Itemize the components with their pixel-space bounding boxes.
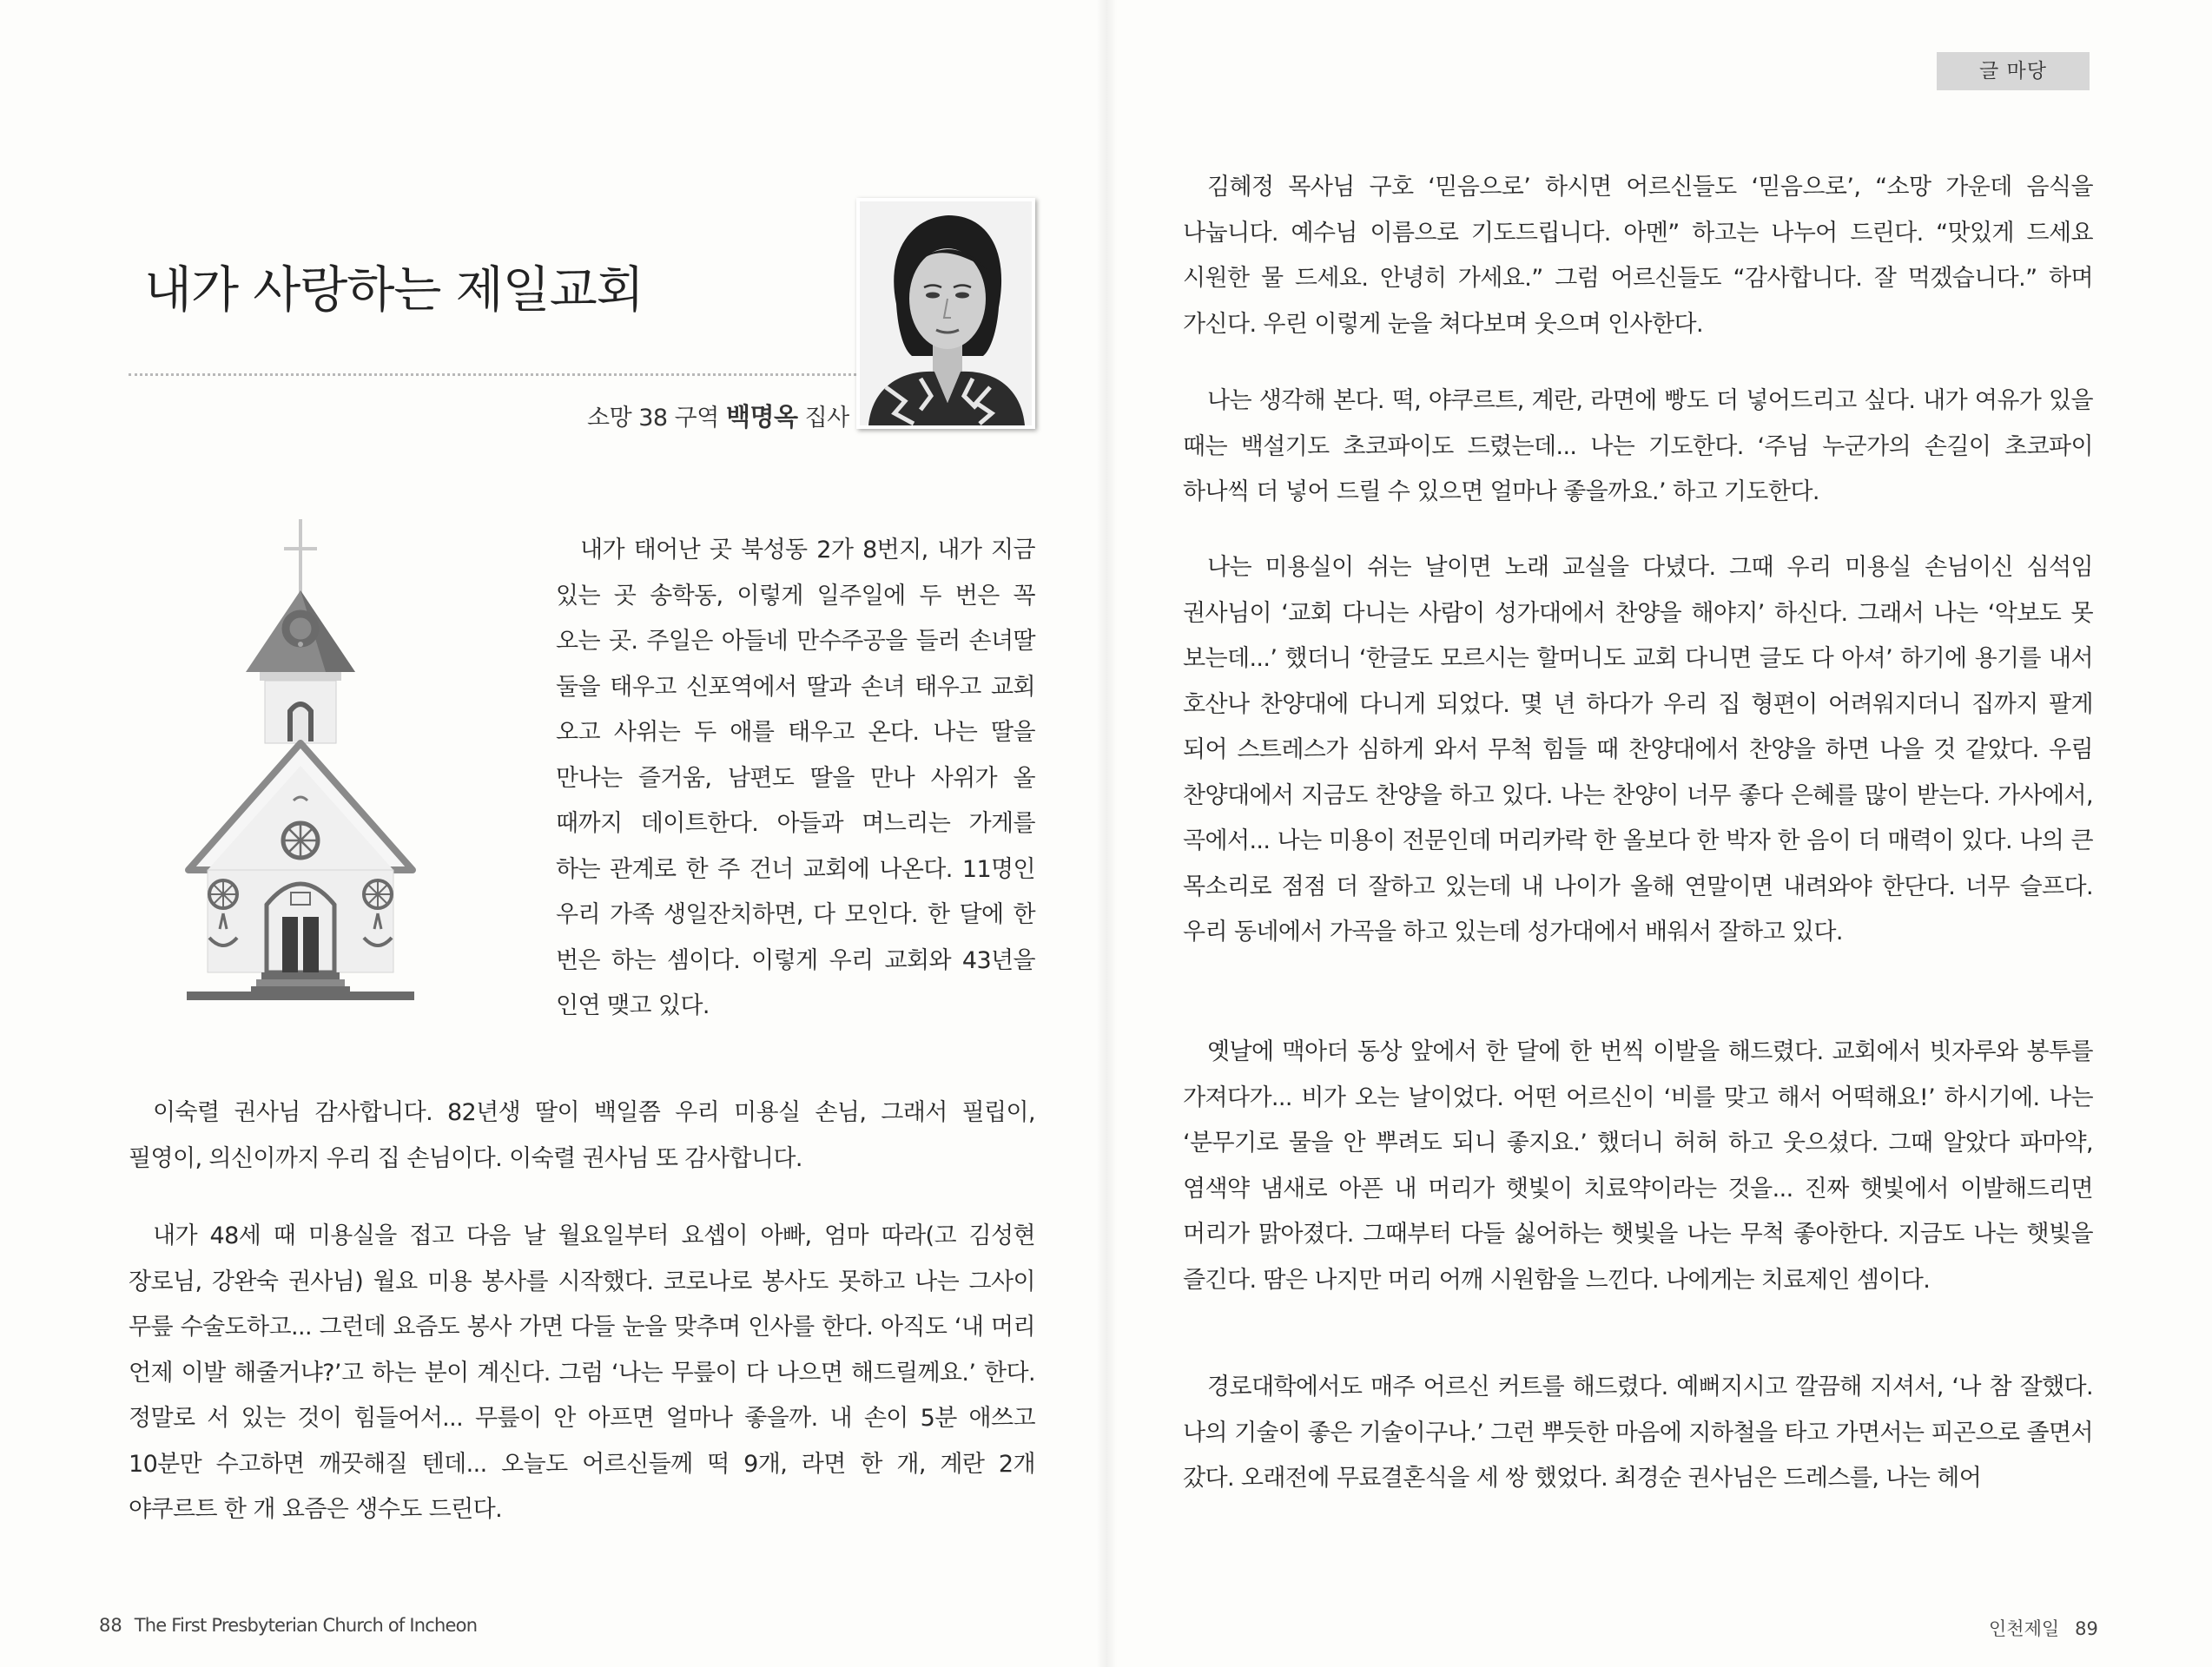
author-byline (587, 398, 849, 433)
paragraph-choir: 나는 미용실이 쉬는 날이면 노래 교실을 다녔다. 그때 우리 미용실 손님이신 심석임 권사님이 ‘교회 다니는 사람이 성가대에서 찬양을 해야지’ 하신다. 그래서 나는 ‘악보도 못 보는데...’ 했더니 ‘한글도 모르시는 할머니도 교회 다니면 글도 다 아셔’ 하기에 용기를 내서 호산나 찬양대에 다니게 되었다. 몇 년 하다가 우리 집 형편이 어려워지더니 집까지 팔게 되어 스트레스가 심하게 와서 무척 힘들 때 찬양대에서 찬양을 하면 나을 것 같았다. 우림 찬양대에서 지금도 찬양을 하고 있다. 나는 찬양이 너무 좋다 은혜를 많이 받는다. 가사에서, 곡에서... 나는 미용이 전문인데 머리카락 한 올보다 한 박자 한 음이 더 매력이 있다. 나의 큰 목소리로 점점 더 잘하고 있는데 내 나이가 올해 연말이면 내려와야 한단다. 너무 슬프다. 우리 동네에서 가곡을 하고 있는데 성가대에서 배워서 잘하고 있다. (1183, 554, 2093, 946)
section-tag: 글 마당 (1937, 52, 2090, 90)
paragraph-macarthur: 옛날에 맥아더 동상 앞에서 한 달에 한 번씩 이발을 해드렸다. 교회에서 빗자루와 봉투를 가져다가... 비가 오는 날이었다. 어떤 어르신이 ‘비를 맞고 해서 어떡해요!’ 하시기에. 나는 ‘분무기로 물을 안 뿌려도 되니 좋지요.’ 했더니 허허 하고 웃으셨다. 그때 알았다 파마약, 염색약 냄새로 아픈 내 머리가 햇빛이 치료약이라는 것을... 진짜 햇빛에서 이발해드리면 머리가 맑아졌다. 그때부터 다들 싫어하는 햇빛을 나는 무척 좋아한다. 지금도 나는 햇빛을 즐긴다. 땀은 나지만 머리 어깨 시원함을 느낀다. 나에게는 치료제인 셈이다. (1183, 1038, 2093, 1294)
author-photo (856, 198, 1035, 429)
paragraph-blessing: 김혜정 목사님 구호 ‘믿음으로’ 하시면 어르신들도 ‘믿음으로’, “소망 가운데 음식을 나눕니다. 예수님 이름으로 기도드립니다. 아멘” 하고는 나누어 드린다. “맛있게 드세요 시원한 물 드세요. 안녕히 가세요.” 그럼 어르신들도 “감사합니다. 잘 먹겠습니다.” 하며 가신다. 우린 이렇게 눈을 쳐다보며 웃으며 인사한다. (1183, 174, 2093, 338)
portrait-icon (860, 201, 1032, 425)
right-page-number: 89 (2075, 1618, 2098, 1639)
magazine-name: 인천제일 (1989, 1618, 2060, 1639)
church-illustration (178, 519, 439, 1009)
page-gutter (1096, 0, 1117, 1667)
article-title: 내가 사랑하는 제일교회 (144, 261, 644, 319)
right-footer (1989, 1615, 2098, 1641)
paragraph-thanks: 이숙렬 권사님 감사합니다. 82년생 딸이 백일쯤 우리 미용실 손님, 그래서 필립이, 필영이, 의신이까지 우리 집 손님이다. 이숙렬 권사님 또 감사합니다. (129, 1099, 1035, 1172)
paragraph-intro: 내가 태어난 곳 북성동 2가 8번지, 내가 지금 있는 곳 송학동, 이렇게 일주일에 두 번은 꼭 오는 곳. 주일은 아들네 만수주공을 들러 손녀딸 둘을 태우고 신포역에서 딸과 손녀 태우고 교회 오고 사위는 두 애를 태우고 온다. 나는 딸을 만나는 즐거움, 남편도 딸을 만나 사위가 올 때까지 데이트한다. 아들과 며느리는 가게를 하는 관계로 한 주 건너 교회에 나온다. 11명인 우리 가족 생일잔치하면, 다 모인다. 한 달에 한 번은 하는 셈이다. 이렇게 우리 교회와 43년을 인연 맺고 있다. (556, 537, 1035, 1019)
author-title: 집사 (804, 405, 849, 432)
title-divider (129, 373, 856, 376)
author-group: 소망 38 구역 (587, 405, 719, 432)
paragraph-senior-college: 경로대학에서도 매주 어르신 커트를 해드렸다. 예뻐지시고 깔끔해 지셔서, ‘나 참 잘했다. 나의 기술이 좋은 기술이구나.’ 그런 뿌듯한 마음에 지하철을 타고 가면서는 피곤으로 졸면서 갔다. 오래전에 무료결혼식을 세 쌍 했었다. 최경순 권사님은 드레스를, 나는 헤어 (1183, 1374, 2093, 1492)
author-name: 백명옥 (725, 402, 798, 432)
paragraph-volunteer: 내가 48세 때 미용실을 접고 다음 날 월요일부터 요셉이 아빠, 엄마 따라(고 김성현 장로님, 강완숙 권사님) 월요 미용 봉사를 시작했다. 코로나로 봉사도 못하고 나는 그사이 무릎 수술도하고... 그런데 요즘도 봉사 가면 다들 눈을 맞추며 인사를 한다. 아직도 ‘내 머리 언제 이발 해줄거냐?’고 하는 분이 계신다. 그럼 ‘나는 무릎이 다 나으면 해드릴께요.’ 한다. 정말로 서 있는 것이 힘들어서... 무릎이 안 아프면 얼마나 좋을까. 내 손이 5분 애쓰고 10분만 수고하면 깨끗해질 텐데... 오늘도 어르신들께 떡 9개, 라면 한 개, 계란 2개 야쿠르트 한 개 요즘은 생수도 드린다. (129, 1222, 1035, 1523)
left-page-number: 88 (99, 1615, 122, 1636)
paragraph-reflection: 나는 생각해 본다. 떡, 야쿠르트, 계란, 라면에 빵도 더 넣어드리고 싶다. 내가 여유가 있을 때는 백설기도 초코파이도 드렸는데... 나는 기도한다. ‘주님 누군가의 손길이 초코파이 하나씩 더 넣어 드릴 수 있으면 얼마나 좋을까요.’ 하고 기도한다. (1183, 387, 2093, 505)
church-icon (178, 519, 439, 1005)
left-church-name: The First Presbyterian Church of Incheon (134, 1615, 478, 1636)
left-footer (99, 1615, 477, 1636)
